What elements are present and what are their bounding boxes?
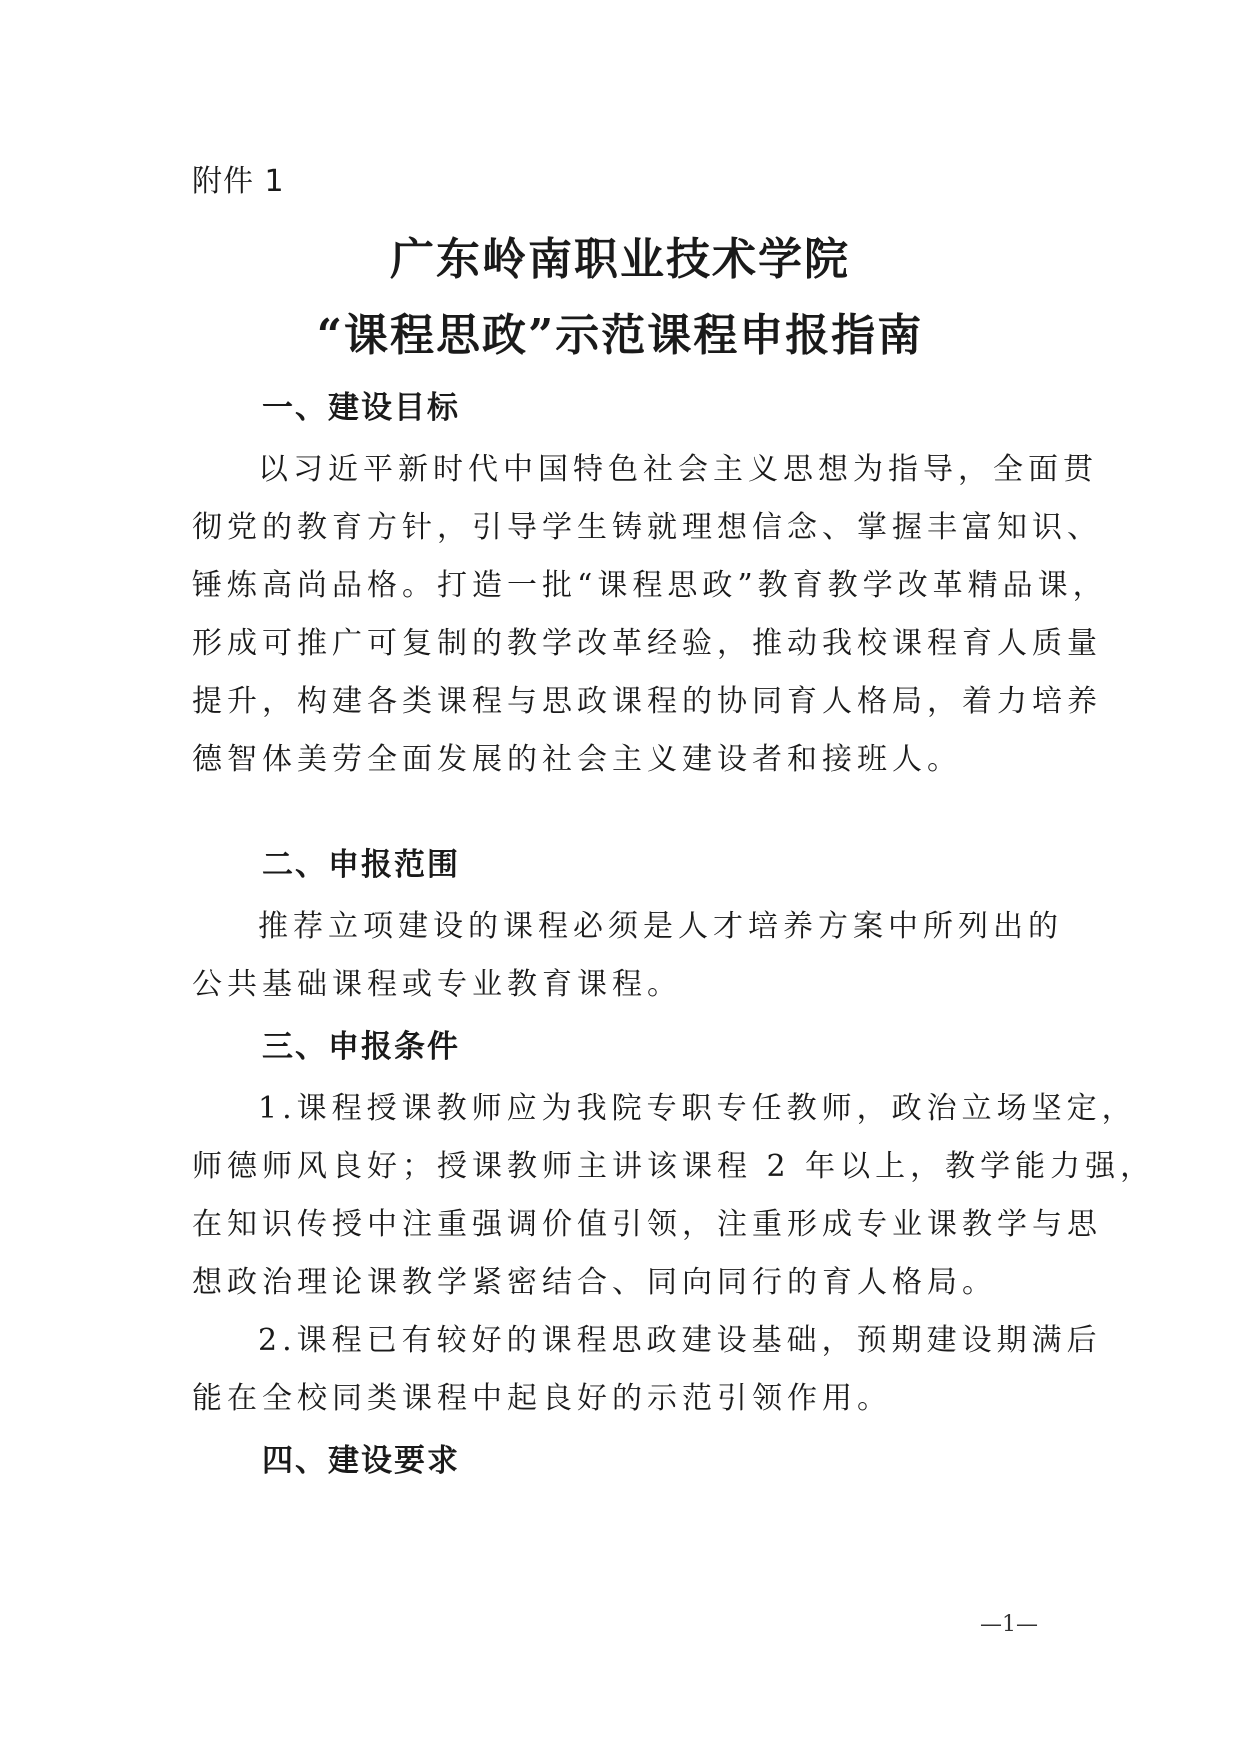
section-body-conditions-2 (192, 1312, 1102, 1428)
section-heading-goals: 一、建设目标 (262, 390, 460, 426)
paragraph-line: 彻党的教育方针，引导学生铸就理想信念、掌握丰富知识、 (192, 510, 1102, 545)
paragraph-line: 推荐立项建设的课程必须是人才培养方案中所列出的 (258, 909, 1063, 944)
paragraph-line: 1.课程授课教师应为我院专职专任教师，政治立场坚定， (258, 1091, 1137, 1126)
section-body-goals (192, 441, 1108, 789)
section-heading-scope: 二、申报范围 (262, 847, 460, 883)
section-heading-conditions: 三、申报条件 (262, 1029, 460, 1065)
paragraph-line: 以习近平新时代中国特色社会主义思想为指导，全面贯 (258, 452, 1098, 487)
page-number: —1— (980, 1612, 1038, 1637)
paragraph-line: 想政治理论课教学紧密结合、同向同行的育人格局。 (192, 1265, 997, 1300)
paragraph-line: 师德师风良好；授课教师主讲该课程 2 年以上，教学能力强， (192, 1149, 1156, 1184)
section-body-conditions-1 (192, 1080, 1156, 1312)
section-body-scope (192, 898, 1072, 1014)
document-title-line-2: “课程思政”示范课程申报指南 (316, 310, 924, 361)
paragraph-line: 2.课程已有较好的课程思政建设基础，预期建设期满后 (258, 1323, 1102, 1358)
paragraph-line: 能在全校同类课程中起良好的示范引领作用。 (192, 1381, 892, 1416)
paragraph-line: 提升，构建各类课程与思政课程的协同育人格局，着力培养 (192, 684, 1102, 719)
attachment-label: 附件 1 (192, 164, 285, 199)
paragraph-line: 形成可推广可复制的教学改革经验，推动我校课程育人质量 (192, 626, 1102, 661)
paragraph-line: 锤炼高尚品格。打造一批“课程思政”教育教学改革精品课， (192, 568, 1108, 603)
paragraph-line: 在知识传授中注重强调价值引领，注重形成专业课教学与思 (192, 1207, 1102, 1242)
section-heading-requirements: 四、建设要求 (262, 1443, 460, 1479)
paragraph-line: 德智体美劳全面发展的社会主义建设者和接班人。 (192, 742, 962, 777)
paragraph-line: 公共基础课程或专业教育课程。 (192, 967, 682, 1002)
document-title-line-1: 广东岭南职业技术学院 (390, 234, 850, 285)
